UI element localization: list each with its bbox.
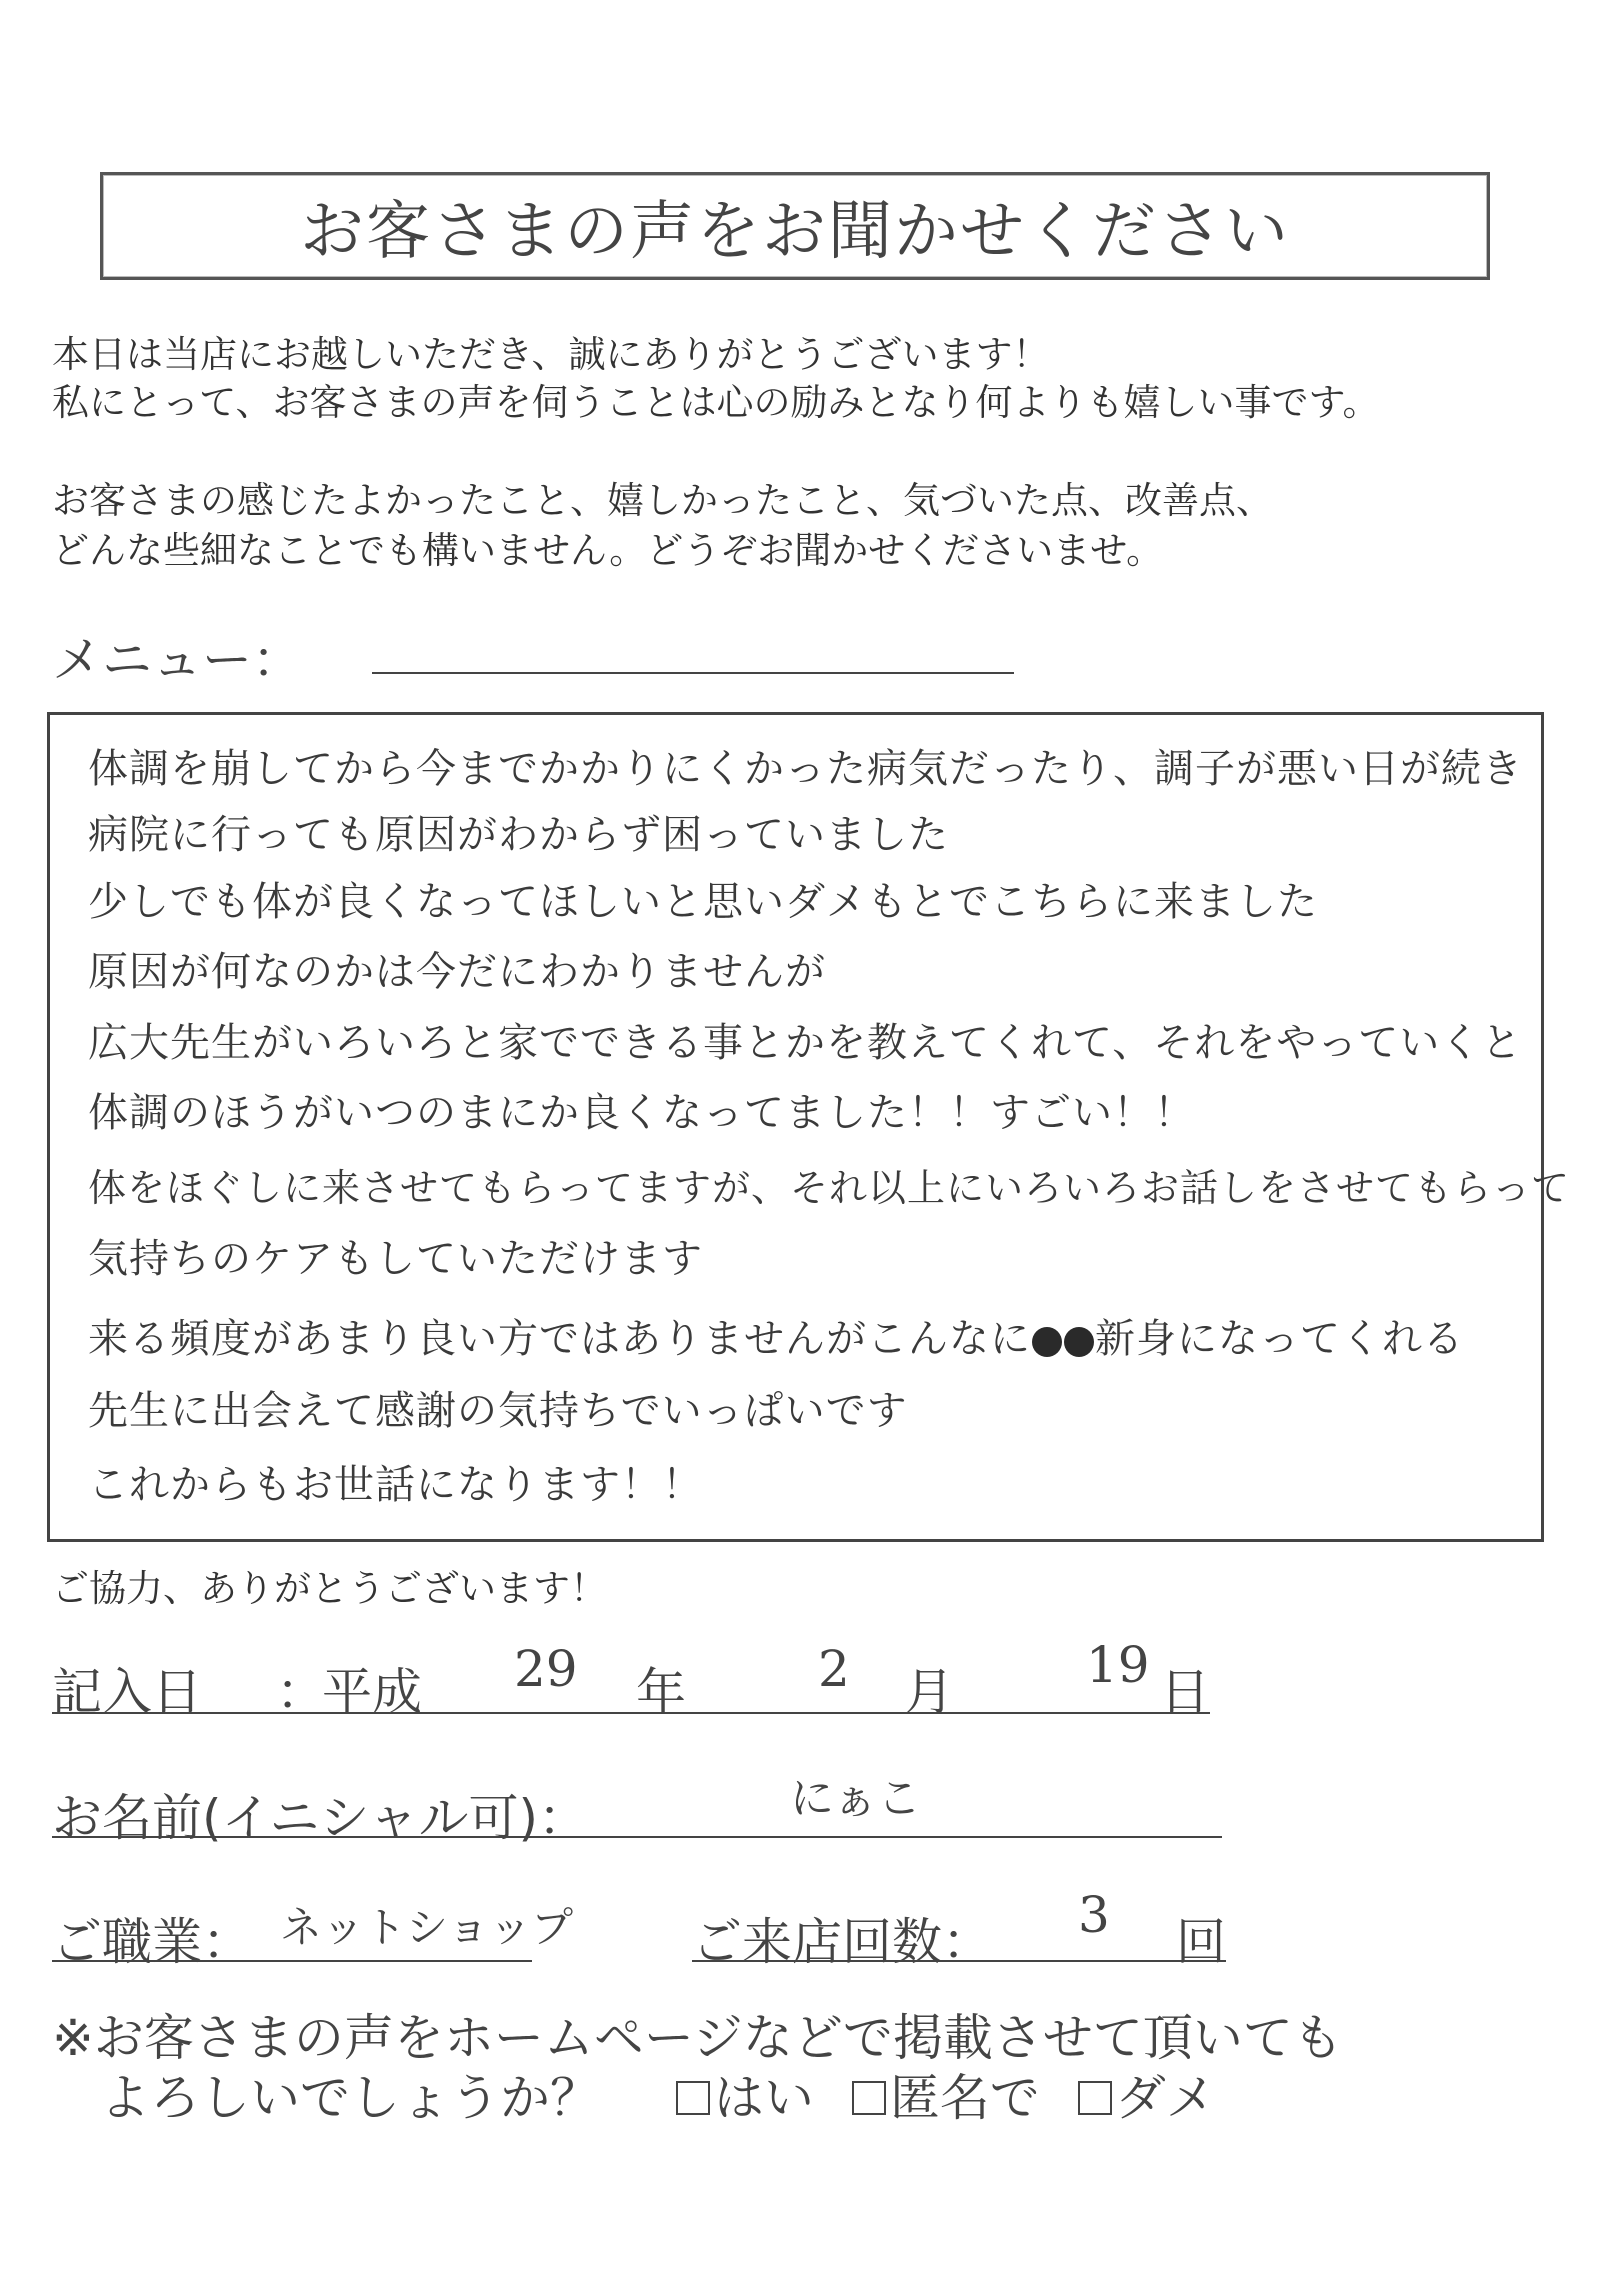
scribble-mark: [1064, 1327, 1094, 1357]
comment-line: 広大先生がいろいろと家でできる事とかを教えてくれて、それをやっていくと: [88, 1020, 1523, 1066]
checkbox-no[interactable]: [1078, 2081, 1112, 2115]
menu-field[interactable]: [372, 672, 1014, 674]
day-value[interactable]: 19: [1086, 1636, 1150, 1694]
name-value[interactable]: にぁこ: [790, 1773, 922, 1824]
consent-question-1: ※お客さまの声をホームページなどで掲載させて頂いても: [52, 2009, 1343, 2067]
comment-line: 体調を崩してから今までかかりにくかった病気だったり、調子が悪い日が続き: [88, 746, 1523, 792]
comment-line: 気持ちのケアもしていただけます: [88, 1236, 703, 1282]
comment-line: 病院に行っても原因がわからず困っていました: [88, 812, 949, 858]
consent-row: [100, 2058, 1216, 2130]
consent-option-anonymous[interactable]: [852, 2058, 1040, 2130]
comment-box: [47, 712, 1571, 1542]
name-label: お名前(イニシャル可)：: [52, 1789, 589, 1847]
visits-underline: [692, 1960, 1226, 1962]
intro-line-1: 本日は当店にお越しいただき、誠にありがとうございます！: [52, 333, 1050, 376]
consent-question-2: よろしいでしょうか？: [100, 2069, 600, 2127]
comment-line: 体調のほうがいつのまにか良くなってました！！すごい！！: [88, 1090, 1195, 1136]
consent-option-no[interactable]: [1078, 2058, 1216, 2130]
occupation-value[interactable]: ネットショップ: [280, 1903, 574, 1952]
era-label: 平成: [322, 1663, 422, 1721]
comment-line: 先生に出会えて感謝の気持ちでいっぱいです: [88, 1388, 908, 1434]
page-title: お客さまの声をお聞かせください: [300, 195, 1290, 269]
intro-line-3: お客さまの感じたよかったこと、嬉しかったこと、気づいた点、改善点、: [52, 479, 1273, 522]
name-underline: [52, 1836, 1222, 1838]
comment-line-tail: 新身になってくれる: [1095, 1316, 1464, 1362]
consent-option-yes[interactable]: [676, 2058, 814, 2130]
visits-unit: 回: [1176, 1913, 1226, 1971]
scribble-mark: [1032, 1327, 1062, 1357]
comment-line-head: 来る頻度があまり良い方ではありませんがこんなに: [88, 1316, 1031, 1362]
visits-label: ご来店回数：: [692, 1913, 992, 1971]
date-label: 記入日: [52, 1663, 202, 1721]
comment-line: [88, 1307, 1464, 1364]
checkbox-yes[interactable]: [676, 2081, 710, 2115]
option-label: 匿名で: [889, 2069, 1040, 2127]
date-colon: ：: [276, 1663, 326, 1721]
intro-line-4: どんな些細なことでも構いません。どうぞお聞かせくださいませ。: [52, 529, 1164, 572]
month-unit: 月: [904, 1663, 954, 1721]
visits-value[interactable]: 3: [1078, 1886, 1110, 1944]
occupation-underline: [52, 1960, 532, 1962]
thanks-text: ご協力、ありがとうございます！: [52, 1567, 607, 1610]
comment-line: 少しでも体が良くなってほしいと思いダメもとでこちらに来ました: [88, 879, 1318, 925]
year-value[interactable]: 29: [514, 1640, 578, 1698]
month-value[interactable]: 2: [818, 1640, 850, 1698]
option-label: はい: [713, 2069, 814, 2127]
menu-label: メニュー：: [52, 631, 302, 689]
title-box: [100, 172, 1490, 280]
day-unit: 日: [1160, 1663, 1210, 1721]
year-unit: 年: [636, 1663, 686, 1721]
option-label: ダメ: [1115, 2069, 1216, 2127]
comment-line: 体をほぐしに来させてもらってますが、それ以上にいろいろお話しをさせてもらって: [88, 1166, 1571, 1210]
date-underline: [52, 1712, 1210, 1714]
occupation-label: ご職業：: [52, 1913, 252, 1971]
checkbox-anonymous[interactable]: [852, 2081, 886, 2115]
comment-line: 原因が何なのかは今だにわかりませんが: [88, 949, 826, 995]
intro-line-2: 私にとって、お客さまの声を伺うことは心の励みとなり何よりも嬉しい事です。: [52, 381, 1380, 424]
comment-line: これからもお世話になります！！: [88, 1462, 703, 1508]
